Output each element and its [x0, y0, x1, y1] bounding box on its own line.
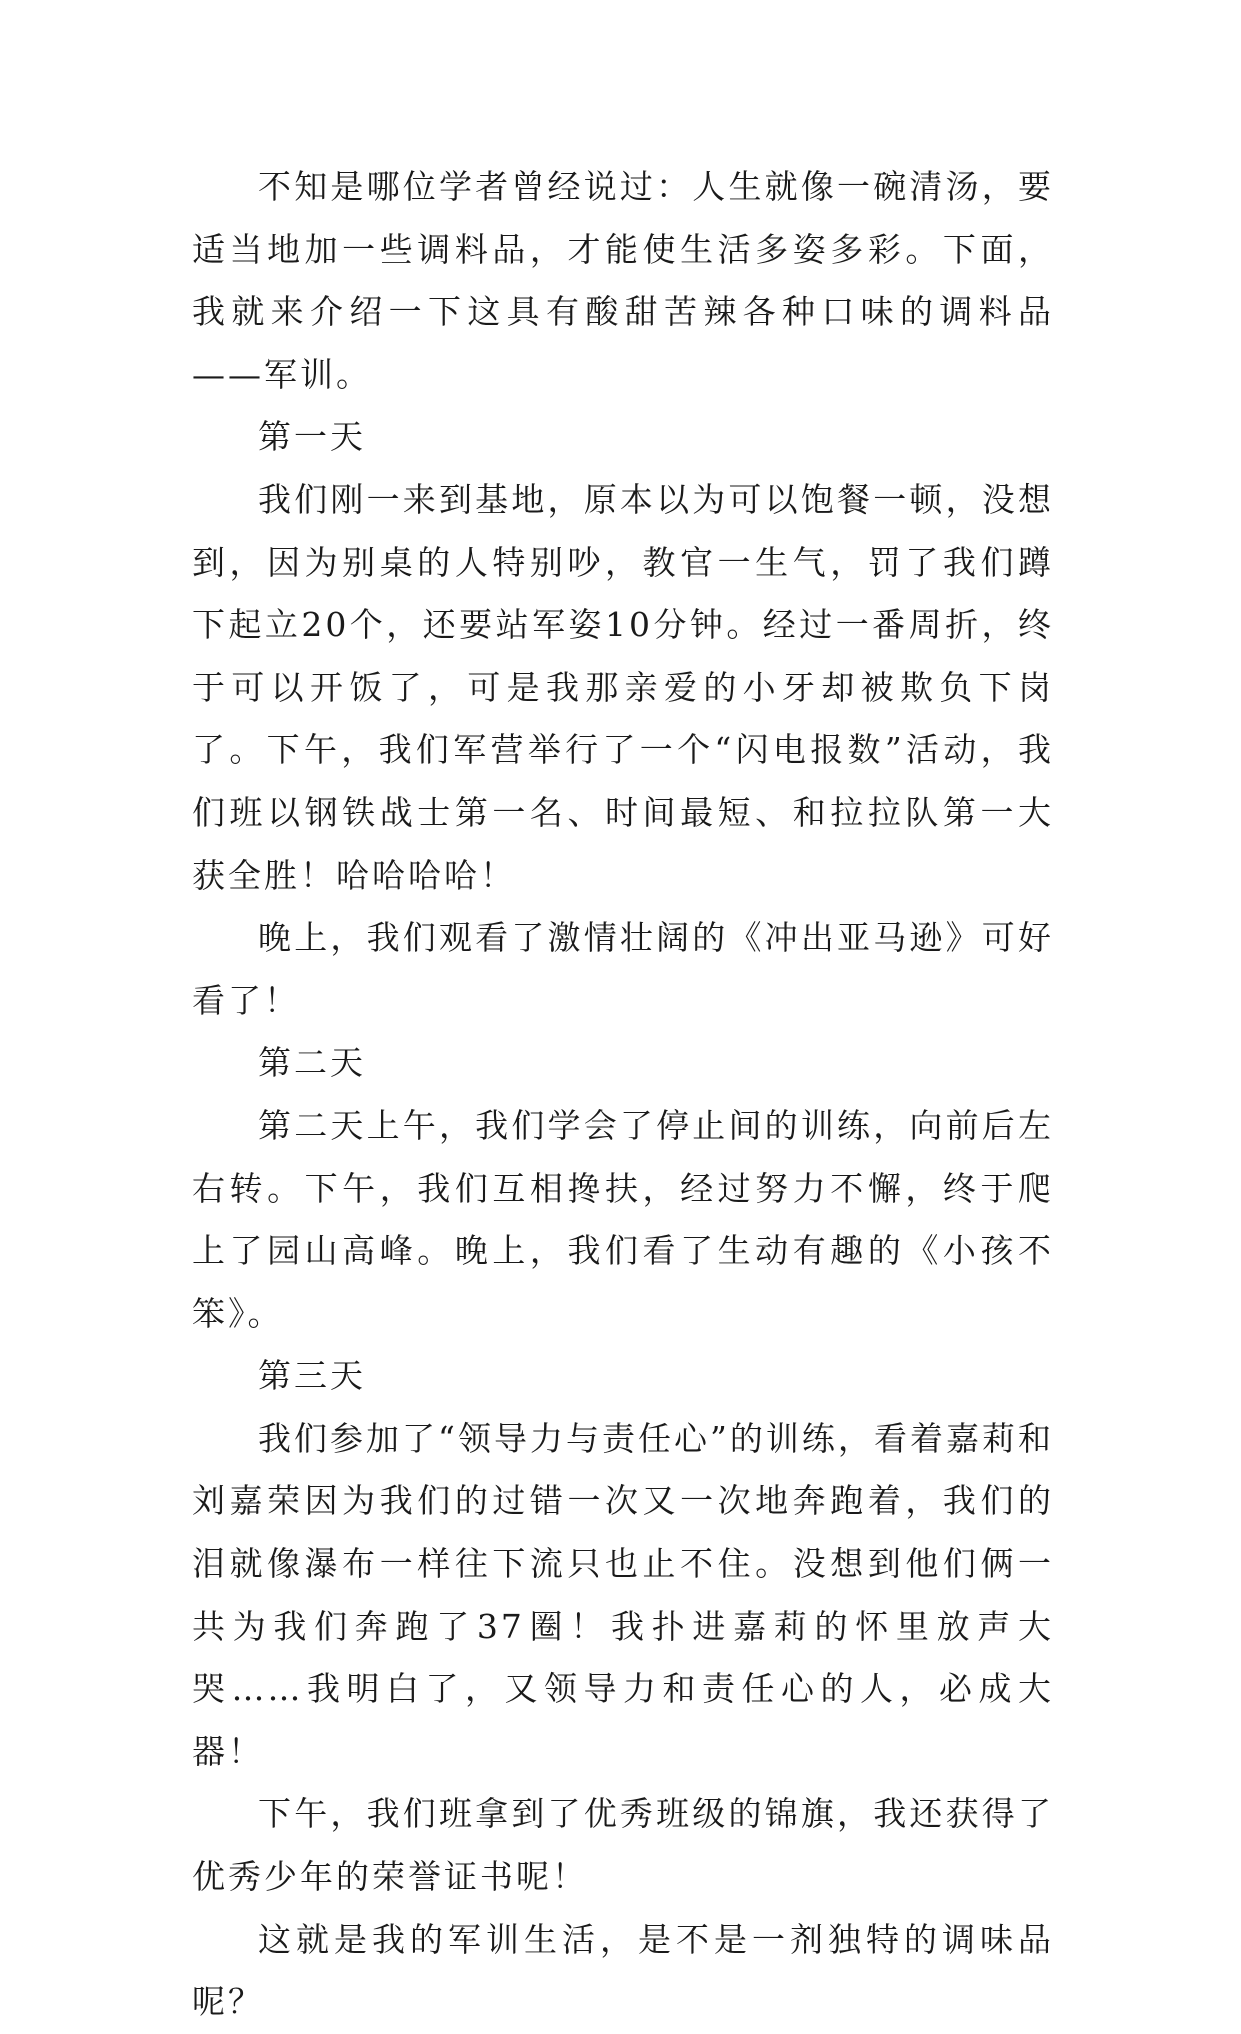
day-three-afternoon-paragraph: 下午，我们班拿到了优秀班级的锦旗，我还获得了优秀少年的荣誉证书呢！ — [192, 1794, 1054, 1897]
document-body — [192, 156, 1054, 2034]
day-three-heading: 第三天 — [258, 1356, 366, 1396]
day-one-evening-paragraph: 晚上，我们观看了激情壮阔的《冲出亚马逊》可好看了！ — [192, 918, 1054, 1020]
intro-paragraph: 不知是哪位学者曾经说过：人生就像一碗清汤，要适当地加一些调料品，才能使生活多姿多彩。下面，我就来介绍一下这具有酸甜苦辣各种口味的调料品——军训。 — [192, 167, 1054, 394]
day-two-heading: 第二天 — [258, 1043, 366, 1083]
day-three-paragraph: 我们参加了“领导力与责任心”的训练，看着嘉莉和刘嘉荣因为我们的过错一次又一次地奔跑着，我们的泪就像瀑布一样往下流只也止不住。没想到他们俩一共为我们奔跑了37圈！我扑进嘉莉的怀里放声大哭……我明白了，又领导力和责任心的人，必成大器！ — [192, 1418, 1054, 1771]
day-one-paragraph: 我们刚一来到基地，原本以为可以饱餐一顿，没想到，因为别桌的人特别吵，教官一生气，罚了我们蹲下起立20个，还要站军姿10分钟。经过一番周折，终于可以开饭了，可是我那亲爱的小牙却被欺负下岗了。下午，我们军营举行了一个“闪电报数”活动，我们班以钢铁战士第一名、时间最短、和拉拉队第一大获全胜！哈哈哈哈！ — [192, 479, 1054, 895]
day-two-paragraph: 第二天上午，我们学会了停止间的训练，向前后左右转。下午，我们互相搀扶，经过努力不懈，终于爬上了园山高峰。晚上，我们看了生动有趣的《小孩不笨》。 — [192, 1105, 1054, 1333]
conclusion-paragraph: 这就是我的军训生活，是不是一剂独特的调味品呢？ — [192, 1919, 1054, 2022]
day-one-heading: 第一天 — [258, 417, 366, 457]
